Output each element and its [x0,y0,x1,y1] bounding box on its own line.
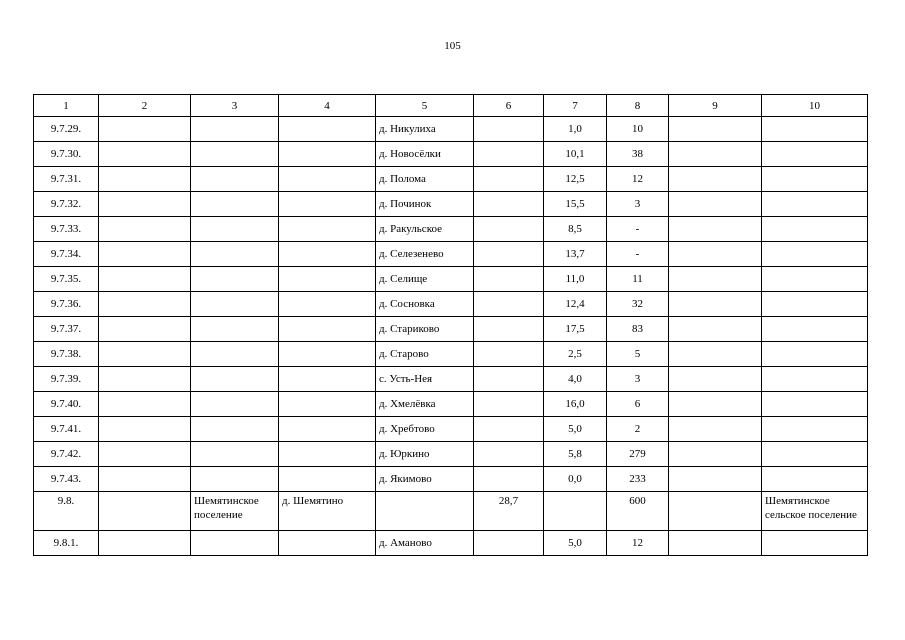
table-row [34,142,868,167]
cell-col-2 [99,417,191,442]
cell-col-2 [99,167,191,192]
cell-col-1: 9.7.29. [34,117,99,142]
cell-col-1: 9.8. [34,492,99,531]
cell-col-5: д. Новосёлки [376,142,474,167]
cell-col-5: д. Стариково [376,317,474,342]
cell-col-8: 233 [607,467,669,492]
cell-col-5: д. Ракульское [376,217,474,242]
cell-col-5: д. Якимово [376,467,474,492]
cell-col-10 [762,342,868,367]
cell-col-1: 9.8.1. [34,531,99,556]
cell-col-5: д. Полома [376,167,474,192]
cell-col-1: 9.7.38. [34,342,99,367]
cell-col-7: 5,0 [544,417,607,442]
table-row [34,492,868,531]
cell-col-9 [669,167,762,192]
cell-col-2 [99,467,191,492]
cell-col-1: 9.7.34. [34,242,99,267]
cell-col-5: с. Усть-Нея [376,367,474,392]
cell-col-7: 12,5 [544,167,607,192]
cell-col-4 [279,317,376,342]
cell-col-3: Шемятинское поселение [191,492,279,531]
column-header-6: 6 [474,95,544,117]
cell-col-3 [191,267,279,292]
cell-col-8: 3 [607,192,669,217]
cell-col-1: 9.7.37. [34,317,99,342]
cell-col-4 [279,217,376,242]
cell-col-5: д. Юркино [376,442,474,467]
cell-col-2 [99,342,191,367]
table-row [34,167,868,192]
cell-col-3 [191,242,279,267]
cell-col-10 [762,317,868,342]
cell-col-1: 9.7.31. [34,167,99,192]
cell-col-8: 38 [607,142,669,167]
cell-col-8: 279 [607,442,669,467]
column-header-1: 1 [34,95,99,117]
cell-col-7: 17,5 [544,317,607,342]
page-number: 105 [444,40,461,52]
cell-col-7: 10,1 [544,142,607,167]
cell-col-9 [669,217,762,242]
cell-col-9 [669,417,762,442]
cell-col-8: 12 [607,531,669,556]
cell-col-6 [474,367,544,392]
cell-col-8: 5 [607,342,669,367]
cell-col-7: 5,8 [544,442,607,467]
column-header-7: 7 [544,95,607,117]
cell-col-3 [191,167,279,192]
table-row [34,417,868,442]
cell-col-6 [474,267,544,292]
cell-col-9 [669,142,762,167]
cell-col-9 [669,467,762,492]
cell-col-10 [762,242,868,267]
cell-col-6 [474,467,544,492]
table-row [34,217,868,242]
cell-col-7 [544,492,607,531]
cell-col-5: д. Селезенево [376,242,474,267]
cell-col-3 [191,367,279,392]
column-header-5: 5 [376,95,474,117]
cell-col-10 [762,467,868,492]
cell-col-4 [279,242,376,267]
cell-col-8: 10 [607,117,669,142]
table-row [34,467,868,492]
cell-col-5: д. Починок [376,192,474,217]
cell-col-4 [279,417,376,442]
cell-col-4 [279,531,376,556]
table-row [34,192,868,217]
cell-col-4 [279,167,376,192]
cell-col-9 [669,531,762,556]
cell-col-8: - [607,217,669,242]
cell-col-4: д. Шемятино [279,492,376,531]
cell-col-5: д. Сосновка [376,292,474,317]
cell-col-7: 2,5 [544,342,607,367]
cell-col-9 [669,192,762,217]
cell-col-10 [762,417,868,442]
cell-col-4 [279,267,376,292]
cell-col-9 [669,317,762,342]
cell-col-1: 9.7.35. [34,267,99,292]
cell-col-9 [669,367,762,392]
cell-col-2 [99,317,191,342]
cell-col-8: 3 [607,367,669,392]
cell-col-6 [474,392,544,417]
cell-col-10 [762,167,868,192]
cell-col-9 [669,292,762,317]
cell-col-6 [474,342,544,367]
table-row [34,531,868,556]
cell-col-9 [669,342,762,367]
cell-col-2 [99,292,191,317]
cell-col-7: 11,0 [544,267,607,292]
cell-col-3 [191,117,279,142]
cell-col-6 [474,442,544,467]
cell-col-6 [474,242,544,267]
cell-col-8: 2 [607,417,669,442]
table-row [34,267,868,292]
cell-col-1: 9.7.33. [34,217,99,242]
cell-col-5: д. Хмелёвка [376,392,474,417]
header-row [34,95,868,117]
cell-col-10 [762,142,868,167]
column-header-3: 3 [191,95,279,117]
cell-col-3 [191,531,279,556]
cell-col-7: 0,0 [544,467,607,492]
cell-col-2 [99,492,191,531]
cell-col-8: 6 [607,392,669,417]
table-row [34,442,868,467]
cell-col-1: 9.7.40. [34,392,99,417]
cell-col-9 [669,267,762,292]
cell-col-2 [99,242,191,267]
cell-col-5: д. Селище [376,267,474,292]
cell-col-2 [99,531,191,556]
cell-col-8: 32 [607,292,669,317]
cell-col-7: 8,5 [544,217,607,242]
settlements-table [33,94,868,556]
cell-col-9 [669,242,762,267]
cell-col-5: д. Никулиха [376,117,474,142]
cell-col-2 [99,267,191,292]
cell-col-6 [474,417,544,442]
cell-col-2 [99,117,191,142]
cell-col-5: д. Аманово [376,531,474,556]
cell-col-3 [191,417,279,442]
cell-col-4 [279,192,376,217]
cell-col-10 [762,192,868,217]
cell-col-2 [99,192,191,217]
table-row [34,342,868,367]
cell-col-7: 5,0 [544,531,607,556]
cell-col-10 [762,367,868,392]
cell-col-7: 4,0 [544,367,607,392]
cell-col-3 [191,192,279,217]
cell-col-3 [191,317,279,342]
table-row [34,367,868,392]
cell-col-4 [279,467,376,492]
cell-col-2 [99,142,191,167]
cell-col-1: 9.7.36. [34,292,99,317]
cell-col-6 [474,167,544,192]
column-header-2: 2 [99,95,191,117]
cell-col-3 [191,467,279,492]
column-header-9: 9 [669,95,762,117]
cell-col-7: 12,4 [544,292,607,317]
cell-col-6 [474,192,544,217]
cell-col-10 [762,531,868,556]
cell-col-1: 9.7.30. [34,142,99,167]
column-header-8: 8 [607,95,669,117]
cell-col-8: 12 [607,167,669,192]
cell-col-4 [279,292,376,317]
cell-col-2 [99,367,191,392]
cell-col-1: 9.7.41. [34,417,99,442]
cell-col-5 [376,492,474,531]
cell-col-10 [762,292,868,317]
cell-col-2 [99,392,191,417]
cell-col-6: 28,7 [474,492,544,531]
cell-col-8: 600 [607,492,669,531]
table-row [34,242,868,267]
cell-col-6 [474,217,544,242]
cell-col-9 [669,392,762,417]
cell-col-7: 16,0 [544,392,607,417]
cell-col-6 [474,292,544,317]
cell-col-9 [669,442,762,467]
cell-col-3 [191,217,279,242]
column-header-4: 4 [279,95,376,117]
cell-col-8: 83 [607,317,669,342]
cell-col-1: 9.7.39. [34,367,99,392]
cell-col-5: д. Хребтово [376,417,474,442]
cell-col-3 [191,142,279,167]
cell-col-2 [99,442,191,467]
cell-col-7: 13,7 [544,242,607,267]
cell-col-6 [474,531,544,556]
cell-col-4 [279,117,376,142]
cell-col-10 [762,117,868,142]
cell-col-7: 1,0 [544,117,607,142]
column-header-10: 10 [762,95,868,117]
cell-col-4 [279,442,376,467]
cell-col-6 [474,317,544,342]
cell-col-3 [191,442,279,467]
cell-col-3 [191,342,279,367]
cell-col-6 [474,142,544,167]
cell-col-1: 9.7.42. [34,442,99,467]
cell-col-2 [99,217,191,242]
cell-col-10: Шемятинское сельское поселение [762,492,868,531]
cell-col-4 [279,367,376,392]
table-row [34,392,868,417]
cell-col-7: 15,5 [544,192,607,217]
cell-col-10 [762,217,868,242]
cell-col-3 [191,392,279,417]
cell-col-8: - [607,242,669,267]
cell-col-3 [191,292,279,317]
cell-col-1: 9.7.32. [34,192,99,217]
cell-col-9 [669,117,762,142]
cell-col-8: 11 [607,267,669,292]
table-body [34,117,868,556]
cell-col-5: д. Старово [376,342,474,367]
cell-col-4 [279,342,376,367]
cell-col-10 [762,442,868,467]
cell-col-1: 9.7.43. [34,467,99,492]
cell-col-4 [279,142,376,167]
cell-col-10 [762,392,868,417]
cell-col-4 [279,392,376,417]
cell-col-6 [474,117,544,142]
table-row [34,292,868,317]
table-row [34,317,868,342]
cell-col-9 [669,492,762,531]
cell-col-10 [762,267,868,292]
table-row [34,117,868,142]
